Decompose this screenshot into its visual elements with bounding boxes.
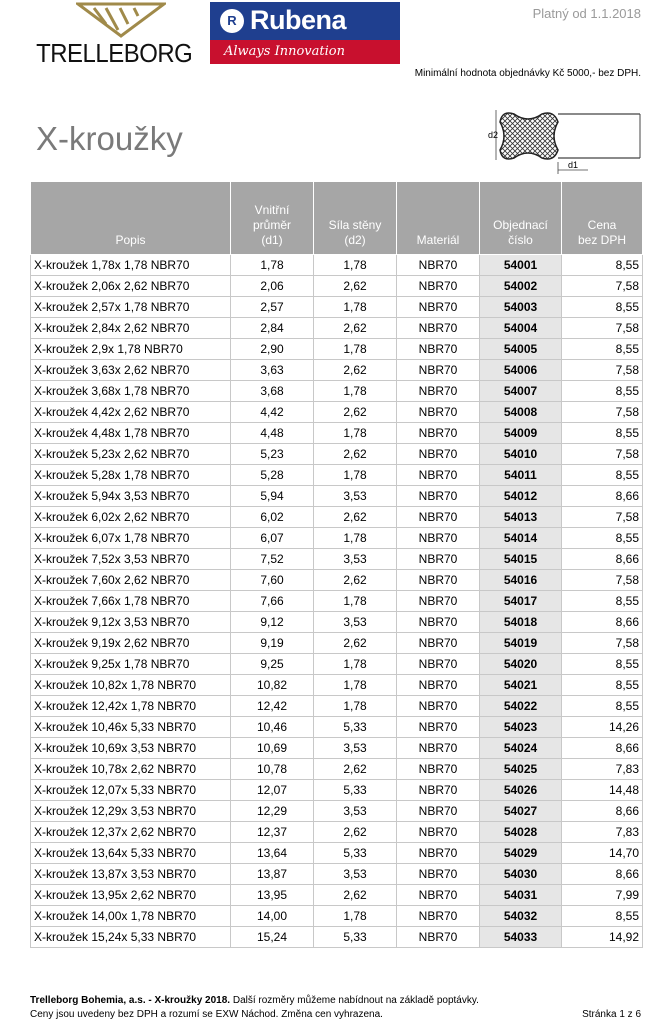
cell-material: NBR70 [397, 864, 480, 885]
cell-material: NBR70 [397, 885, 480, 906]
cell-material: NBR70 [397, 738, 480, 759]
cell-price: 8,66 [562, 738, 643, 759]
cell-description: X-kroužek 2,57x 1,78 NBR70 [31, 297, 231, 318]
cell-description: X-kroužek 13,87x 3,53 NBR70 [31, 864, 231, 885]
cell-description: X-kroužek 15,24x 5,33 NBR70 [31, 927, 231, 948]
cell-inner-diameter: 7,66 [231, 591, 314, 612]
cell-description: X-kroužek 5,23x 2,62 NBR70 [31, 444, 231, 465]
cell-inner-diameter: 5,94 [231, 486, 314, 507]
cell-order-number: 54006 [480, 360, 562, 381]
table-row [31, 570, 643, 591]
header-line: Popis [115, 233, 146, 247]
cell-inner-diameter: 3,68 [231, 381, 314, 402]
cell-order-number: 54012 [480, 486, 562, 507]
cell-wall-thickness: 3,53 [314, 738, 397, 759]
table-row [31, 927, 643, 948]
cell-price: 7,83 [562, 822, 643, 843]
cell-wall-thickness: 1,78 [314, 696, 397, 717]
col-wall-thickness-header [314, 182, 397, 255]
cell-price: 8,55 [562, 654, 643, 675]
cell-material: NBR70 [397, 381, 480, 402]
cell-material: NBR70 [397, 801, 480, 822]
table-row [31, 675, 643, 696]
cell-wall-thickness: 3,53 [314, 801, 397, 822]
cell-wall-thickness: 3,53 [314, 549, 397, 570]
table-row [31, 297, 643, 318]
cell-price: 8,55 [562, 255, 643, 276]
cell-inner-diameter: 10,82 [231, 675, 314, 696]
cell-price: 8,55 [562, 381, 643, 402]
cell-description: X-kroužek 12,42x 1,78 NBR70 [31, 696, 231, 717]
table-row [31, 591, 643, 612]
cell-price: 8,55 [562, 297, 643, 318]
cell-material: NBR70 [397, 507, 480, 528]
table-row [31, 822, 643, 843]
page-title: X-kroužky [36, 120, 183, 157]
rubena-logo [210, 2, 400, 64]
cell-price: 14,70 [562, 843, 643, 864]
col-price-header [562, 182, 643, 255]
cell-inner-diameter: 6,02 [231, 507, 314, 528]
cell-material: NBR70 [397, 549, 480, 570]
cell-price: 7,58 [562, 402, 643, 423]
table-row [31, 696, 643, 717]
cell-order-number: 54030 [480, 864, 562, 885]
cell-inner-diameter: 9,12 [231, 612, 314, 633]
cell-price: 14,48 [562, 780, 643, 801]
cell-order-number: 54016 [480, 570, 562, 591]
cell-order-number: 54028 [480, 822, 562, 843]
header-line: bez DPH [577, 233, 627, 247]
cell-inner-diameter: 7,60 [231, 570, 314, 591]
rubena-mark-icon: R [220, 9, 244, 33]
cell-price: 8,55 [562, 339, 643, 360]
cell-wall-thickness: 1,78 [314, 297, 397, 318]
validity-date: Platný od 1.1.2018 [532, 6, 641, 21]
cell-description: X-kroužek 4,48x 1,78 NBR70 [31, 423, 231, 444]
cell-order-number: 54001 [480, 255, 562, 276]
cell-description: X-kroužek 3,63x 2,62 NBR70 [31, 360, 231, 381]
cell-wall-thickness: 2,62 [314, 276, 397, 297]
cell-inner-diameter: 12,07 [231, 780, 314, 801]
cell-inner-diameter: 2,57 [231, 297, 314, 318]
cell-material: NBR70 [397, 255, 480, 276]
cell-wall-thickness: 1,78 [314, 591, 397, 612]
table-row [31, 465, 643, 486]
rubena-wordmark: Rubena [250, 5, 347, 35]
cell-description: X-kroužek 10,69x 3,53 NBR70 [31, 738, 231, 759]
cell-wall-thickness: 2,62 [314, 633, 397, 654]
table-row [31, 885, 643, 906]
header-line: průměr [252, 218, 291, 232]
cell-description: X-kroužek 5,28x 1,78 NBR70 [31, 465, 231, 486]
cell-description: X-kroužek 7,52x 3,53 NBR70 [31, 549, 231, 570]
cell-inner-diameter: 15,24 [231, 927, 314, 948]
cell-description: X-kroužek 12,29x 3,53 NBR70 [31, 801, 231, 822]
table-row [31, 381, 643, 402]
footer-note: Další rozměry můžeme nabídnout na základě poptávky. [230, 995, 479, 1006]
cell-order-number: 54009 [480, 423, 562, 444]
cell-order-number: 54033 [480, 927, 562, 948]
cell-price: 7,58 [562, 507, 643, 528]
footer-company: Trelleborg Bohemia, a.s. - X-kroužky 2018. [30, 995, 231, 1006]
cell-order-number: 54019 [480, 633, 562, 654]
trelleborg-wordmark: TRELLEBORG [36, 38, 193, 68]
table-row [31, 276, 643, 297]
cell-price: 7,58 [562, 444, 643, 465]
cell-wall-thickness: 1,78 [314, 528, 397, 549]
cell-price: 7,58 [562, 318, 643, 339]
header-line: Síla stěny [328, 218, 382, 232]
table-row [31, 402, 643, 423]
cell-wall-thickness: 1,78 [314, 654, 397, 675]
cell-inner-diameter: 14,00 [231, 906, 314, 927]
cell-price: 7,58 [562, 570, 643, 591]
cell-price: 8,66 [562, 864, 643, 885]
cell-description: X-kroužek 9,12x 3,53 NBR70 [31, 612, 231, 633]
cell-wall-thickness: 1,78 [314, 255, 397, 276]
table-row [31, 507, 643, 528]
col-inner-diameter-header [231, 182, 314, 255]
cell-inner-diameter: 10,69 [231, 738, 314, 759]
cell-order-number: 54018 [480, 612, 562, 633]
cell-wall-thickness: 5,33 [314, 843, 397, 864]
cell-material: NBR70 [397, 696, 480, 717]
cell-order-number: 54003 [480, 297, 562, 318]
cell-price: 7,83 [562, 759, 643, 780]
cell-inner-diameter: 7,52 [231, 549, 314, 570]
cell-material: NBR70 [397, 402, 480, 423]
cell-order-number: 54022 [480, 696, 562, 717]
cell-order-number: 54011 [480, 465, 562, 486]
cell-wall-thickness: 1,78 [314, 381, 397, 402]
cell-material: NBR70 [397, 570, 480, 591]
cell-inner-diameter: 10,78 [231, 759, 314, 780]
header-line: číslo [508, 233, 533, 247]
cell-inner-diameter: 12,42 [231, 696, 314, 717]
footer-line-1 [30, 995, 479, 1006]
cell-inner-diameter: 3,63 [231, 360, 314, 381]
cell-description: X-kroužek 10,78x 2,62 NBR70 [31, 759, 231, 780]
cell-price: 8,55 [562, 696, 643, 717]
cell-wall-thickness: 2,62 [314, 444, 397, 465]
price-table [30, 181, 642, 948]
table-row [31, 843, 643, 864]
table-row [31, 633, 643, 654]
cell-price: 14,26 [562, 717, 643, 738]
cell-description: X-kroužek 7,66x 1,78 NBR70 [31, 591, 231, 612]
cell-description: X-kroužek 9,25x 1,78 NBR70 [31, 654, 231, 675]
cell-order-number: 54029 [480, 843, 562, 864]
cell-inner-diameter: 1,78 [231, 255, 314, 276]
cell-material: NBR70 [397, 612, 480, 633]
cell-order-number: 54032 [480, 906, 562, 927]
cell-material: NBR70 [397, 843, 480, 864]
table-row [31, 906, 643, 927]
cell-order-number: 54020 [480, 654, 562, 675]
cell-wall-thickness: 2,62 [314, 570, 397, 591]
cell-price: 8,66 [562, 486, 643, 507]
cell-description: X-kroužek 2,06x 2,62 NBR70 [31, 276, 231, 297]
cell-description: X-kroužek 12,07x 5,33 NBR70 [31, 780, 231, 801]
cell-wall-thickness: 2,62 [314, 318, 397, 339]
cell-inner-diameter: 5,23 [231, 444, 314, 465]
cell-order-number: 54015 [480, 549, 562, 570]
trelleborg-logo [36, 2, 206, 68]
cell-description: X-kroužek 3,68x 1,78 NBR70 [31, 381, 231, 402]
cell-material: NBR70 [397, 297, 480, 318]
cell-material: NBR70 [397, 633, 480, 654]
ring-diagram [488, 104, 648, 176]
cell-price: 8,55 [562, 528, 643, 549]
cell-price: 14,92 [562, 927, 643, 948]
cell-material: NBR70 [397, 318, 480, 339]
cell-wall-thickness: 2,62 [314, 360, 397, 381]
table-row [31, 612, 643, 633]
cell-order-number: 54027 [480, 801, 562, 822]
cell-material: NBR70 [397, 528, 480, 549]
cell-price: 8,55 [562, 906, 643, 927]
cell-description: X-kroužek 13,95x 2,62 NBR70 [31, 885, 231, 906]
cell-description: X-kroužek 10,46x 5,33 NBR70 [31, 717, 231, 738]
cell-inner-diameter: 6,07 [231, 528, 314, 549]
header-line: Vnitřní [254, 203, 290, 217]
cell-price: 8,55 [562, 465, 643, 486]
header-line: Cena [587, 218, 617, 232]
cell-material: NBR70 [397, 444, 480, 465]
table-row [31, 654, 643, 675]
footer-line-2: Ceny jsou uvedeny bez DPH a rozumí se EXW Náchod. Změna cen vyhrazena. [30, 1009, 383, 1020]
cell-material: NBR70 [397, 654, 480, 675]
min-order-note: Minimální hodnota objednávky Kč 5000,- bez DPH. [414, 68, 641, 79]
table-row [31, 864, 643, 885]
cell-order-number: 54008 [480, 402, 562, 423]
cell-inner-diameter: 5,28 [231, 465, 314, 486]
cell-order-number: 54004 [480, 318, 562, 339]
header-line: (d2) [344, 233, 366, 247]
cell-order-number: 54017 [480, 591, 562, 612]
header-line: Objednací [493, 218, 548, 232]
cell-material: NBR70 [397, 360, 480, 381]
table-row [31, 486, 643, 507]
cell-material: NBR70 [397, 759, 480, 780]
cell-wall-thickness: 2,62 [314, 507, 397, 528]
cell-description: X-kroužek 1,78x 1,78 NBR70 [31, 255, 231, 276]
cell-price: 7,58 [562, 360, 643, 381]
cell-material: NBR70 [397, 675, 480, 696]
table-row [31, 780, 643, 801]
table-row [31, 339, 643, 360]
cell-price: 8,66 [562, 612, 643, 633]
cell-inner-diameter: 13,87 [231, 864, 314, 885]
cell-order-number: 54031 [480, 885, 562, 906]
cell-price: 7,58 [562, 633, 643, 654]
cell-wall-thickness: 1,78 [314, 465, 397, 486]
cell-order-number: 54010 [480, 444, 562, 465]
cell-order-number: 54023 [480, 717, 562, 738]
cell-order-number: 54002 [480, 276, 562, 297]
cell-inner-diameter: 4,48 [231, 423, 314, 444]
cell-order-number: 54026 [480, 780, 562, 801]
cell-wall-thickness: 5,33 [314, 780, 397, 801]
cell-order-number: 54005 [480, 339, 562, 360]
cell-wall-thickness: 2,62 [314, 759, 397, 780]
cell-wall-thickness: 5,33 [314, 717, 397, 738]
cell-wall-thickness: 5,33 [314, 927, 397, 948]
table-row [31, 738, 643, 759]
table-row [31, 423, 643, 444]
cell-inner-diameter: 12,29 [231, 801, 314, 822]
cell-description: X-kroužek 4,42x 2,62 NBR70 [31, 402, 231, 423]
cell-description: X-kroužek 14,00x 1,78 NBR70 [31, 906, 231, 927]
table-header-row [31, 182, 643, 255]
cell-price: 7,99 [562, 885, 643, 906]
cell-material: NBR70 [397, 591, 480, 612]
x-ring-cross-section-icon [488, 104, 648, 176]
cell-material: NBR70 [397, 780, 480, 801]
cell-wall-thickness: 1,78 [314, 675, 397, 696]
cell-material: NBR70 [397, 822, 480, 843]
cell-description: X-kroužek 6,02x 2,62 NBR70 [31, 507, 231, 528]
cell-wall-thickness: 3,53 [314, 486, 397, 507]
cell-inner-diameter: 13,95 [231, 885, 314, 906]
cell-price: 7,58 [562, 276, 643, 297]
cell-wall-thickness: 3,53 [314, 864, 397, 885]
table-row [31, 318, 643, 339]
cell-inner-diameter: 2,06 [231, 276, 314, 297]
cell-price: 8,55 [562, 423, 643, 444]
cell-inner-diameter: 9,25 [231, 654, 314, 675]
cell-description: X-kroužek 5,94x 3,53 NBR70 [31, 486, 231, 507]
cell-price: 8,55 [562, 591, 643, 612]
cell-material: NBR70 [397, 423, 480, 444]
page-number: Stránka 1 z 6 [582, 1009, 641, 1020]
cell-wall-thickness: 2,62 [314, 402, 397, 423]
table-row [31, 801, 643, 822]
cell-wall-thickness: 2,62 [314, 885, 397, 906]
cell-material: NBR70 [397, 465, 480, 486]
cell-description: X-kroužek 13,64x 5,33 NBR70 [31, 843, 231, 864]
table-row [31, 360, 643, 381]
cell-material: NBR70 [397, 717, 480, 738]
cell-inner-diameter: 2,90 [231, 339, 314, 360]
cell-description: X-kroužek 12,37x 2,62 NBR70 [31, 822, 231, 843]
table-row [31, 759, 643, 780]
cell-description: X-kroužek 9,19x 2,62 NBR70 [31, 633, 231, 654]
cell-material: NBR70 [397, 339, 480, 360]
col-material-header [397, 182, 480, 255]
cell-inner-diameter: 12,37 [231, 822, 314, 843]
cell-wall-thickness: 3,53 [314, 612, 397, 633]
table-row [31, 549, 643, 570]
table-row [31, 528, 643, 549]
cell-inner-diameter: 4,42 [231, 402, 314, 423]
cell-description: X-kroužek 2,9x 1,78 NBR70 [31, 339, 231, 360]
cell-order-number: 54014 [480, 528, 562, 549]
cell-description: X-kroužek 2,84x 2,62 NBR70 [31, 318, 231, 339]
cell-wall-thickness: 2,62 [314, 822, 397, 843]
cell-inner-diameter: 9,19 [231, 633, 314, 654]
cell-description: X-kroužek 10,82x 1,78 NBR70 [31, 675, 231, 696]
header-line: (d1) [261, 233, 283, 247]
cell-order-number: 54025 [480, 759, 562, 780]
trelleborg-emblem-icon [76, 2, 166, 38]
table-row [31, 717, 643, 738]
table-body [31, 255, 643, 948]
header-line: Materiál [416, 233, 460, 247]
cell-material: NBR70 [397, 276, 480, 297]
cell-order-number: 54024 [480, 738, 562, 759]
cell-price: 8,55 [562, 675, 643, 696]
d1-label: d1 [568, 160, 579, 170]
cell-order-number: 54021 [480, 675, 562, 696]
cell-price: 8,66 [562, 549, 643, 570]
cell-wall-thickness: 1,78 [314, 339, 397, 360]
cell-order-number: 54007 [480, 381, 562, 402]
d2-label: d2 [488, 130, 499, 140]
cell-wall-thickness: 1,78 [314, 906, 397, 927]
col-description-header [31, 182, 231, 255]
cell-wall-thickness: 1,78 [314, 423, 397, 444]
cell-order-number: 54013 [480, 507, 562, 528]
rubena-slogan: Always Innovation [224, 44, 345, 59]
cell-price: 8,66 [562, 801, 643, 822]
cell-material: NBR70 [397, 906, 480, 927]
cell-inner-diameter: 13,64 [231, 843, 314, 864]
cell-inner-diameter: 10,46 [231, 717, 314, 738]
cell-description: X-kroužek 7,60x 2,62 NBR70 [31, 570, 231, 591]
table-row [31, 444, 643, 465]
table-row [31, 255, 643, 276]
rubena-logo-top [210, 2, 400, 40]
cell-material: NBR70 [397, 927, 480, 948]
cell-inner-diameter: 2,84 [231, 318, 314, 339]
cell-material: NBR70 [397, 486, 480, 507]
cell-description: X-kroužek 6,07x 1,78 NBR70 [31, 528, 231, 549]
col-order-number-header [480, 182, 562, 255]
